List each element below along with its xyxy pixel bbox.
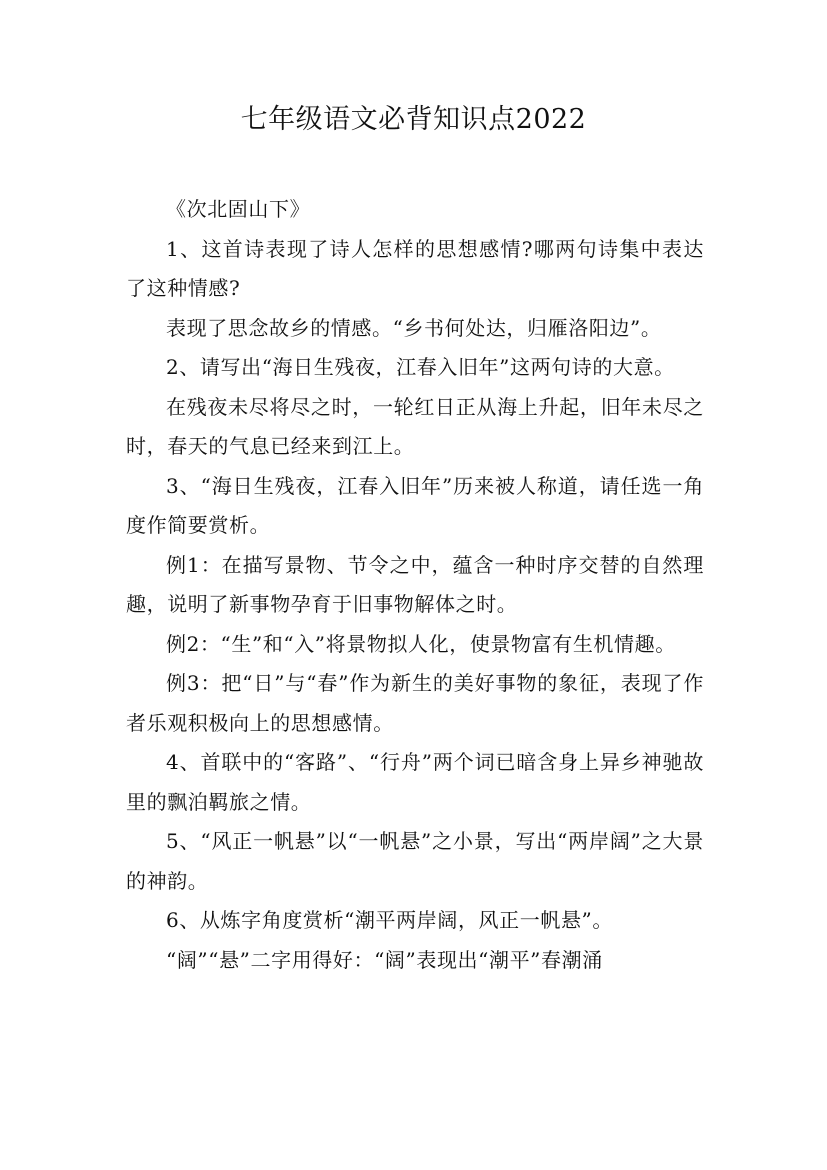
paragraph-answer-1: 表现了思念故乡的情感。“乡书何处达，归雁洛阳边”。 xyxy=(166,315,662,340)
paragraph-question-6: 6、从炼字角度赏析“潮平两岸阔，风正一帆悬”。 xyxy=(166,908,613,932)
paragraph-question-2: 2、请写出“海日生残夜，江春入旧年”这两句诗的大意。 xyxy=(166,355,675,379)
paragraph-example-1: 例1：在描写景物、节令之中，蕴含一种时序交替的自然理趣，说明了新事物孕育于旧事物解体之时。 xyxy=(126,552,704,616)
paragraph-question-1: 1、这首诗表现了诗人怎样的思想感情?哪两句诗集中表达了这种情感? xyxy=(126,236,704,300)
paragraph-question-5: 5、“风正一帆悬”以“一帆悬”之小景，写出“两岸阔”之大景的神韵。 xyxy=(126,829,704,893)
paragraph-question-4: 4、首联中的“客路”、“行舟”两个词已暗含身上异乡神驰故里的飘泊羁旅之情。 xyxy=(126,750,704,814)
poem-title: 《次北固山下》 xyxy=(166,197,311,221)
paragraph-answer-6: “阔”“悬”二字用得好：“阔”表现出“潮平”春潮涌 xyxy=(166,947,603,972)
document-body xyxy=(126,190,704,980)
paragraph-example-2: 例2：“生”和“入”将景物拟人化，使景物富有生机情趣。 xyxy=(166,631,676,656)
paragraph-example-3: 例3：把“日”与“春”作为新生的美好事物的象征，表现了作者乐观积极向上的思想感情。 xyxy=(126,671,704,735)
document-title: 七年级语文必背知识点2022 xyxy=(240,104,587,135)
paragraph-answer-2: 在残夜未尽将尽之时，一轮红日正从海上升起，旧年未尽之时，春天的气息已经来到江上。 xyxy=(126,394,704,458)
paragraph-question-3: 3、“海日生残夜，江春入旧年”历来被人称道，请任选一角度作简要赏析。 xyxy=(126,473,704,537)
